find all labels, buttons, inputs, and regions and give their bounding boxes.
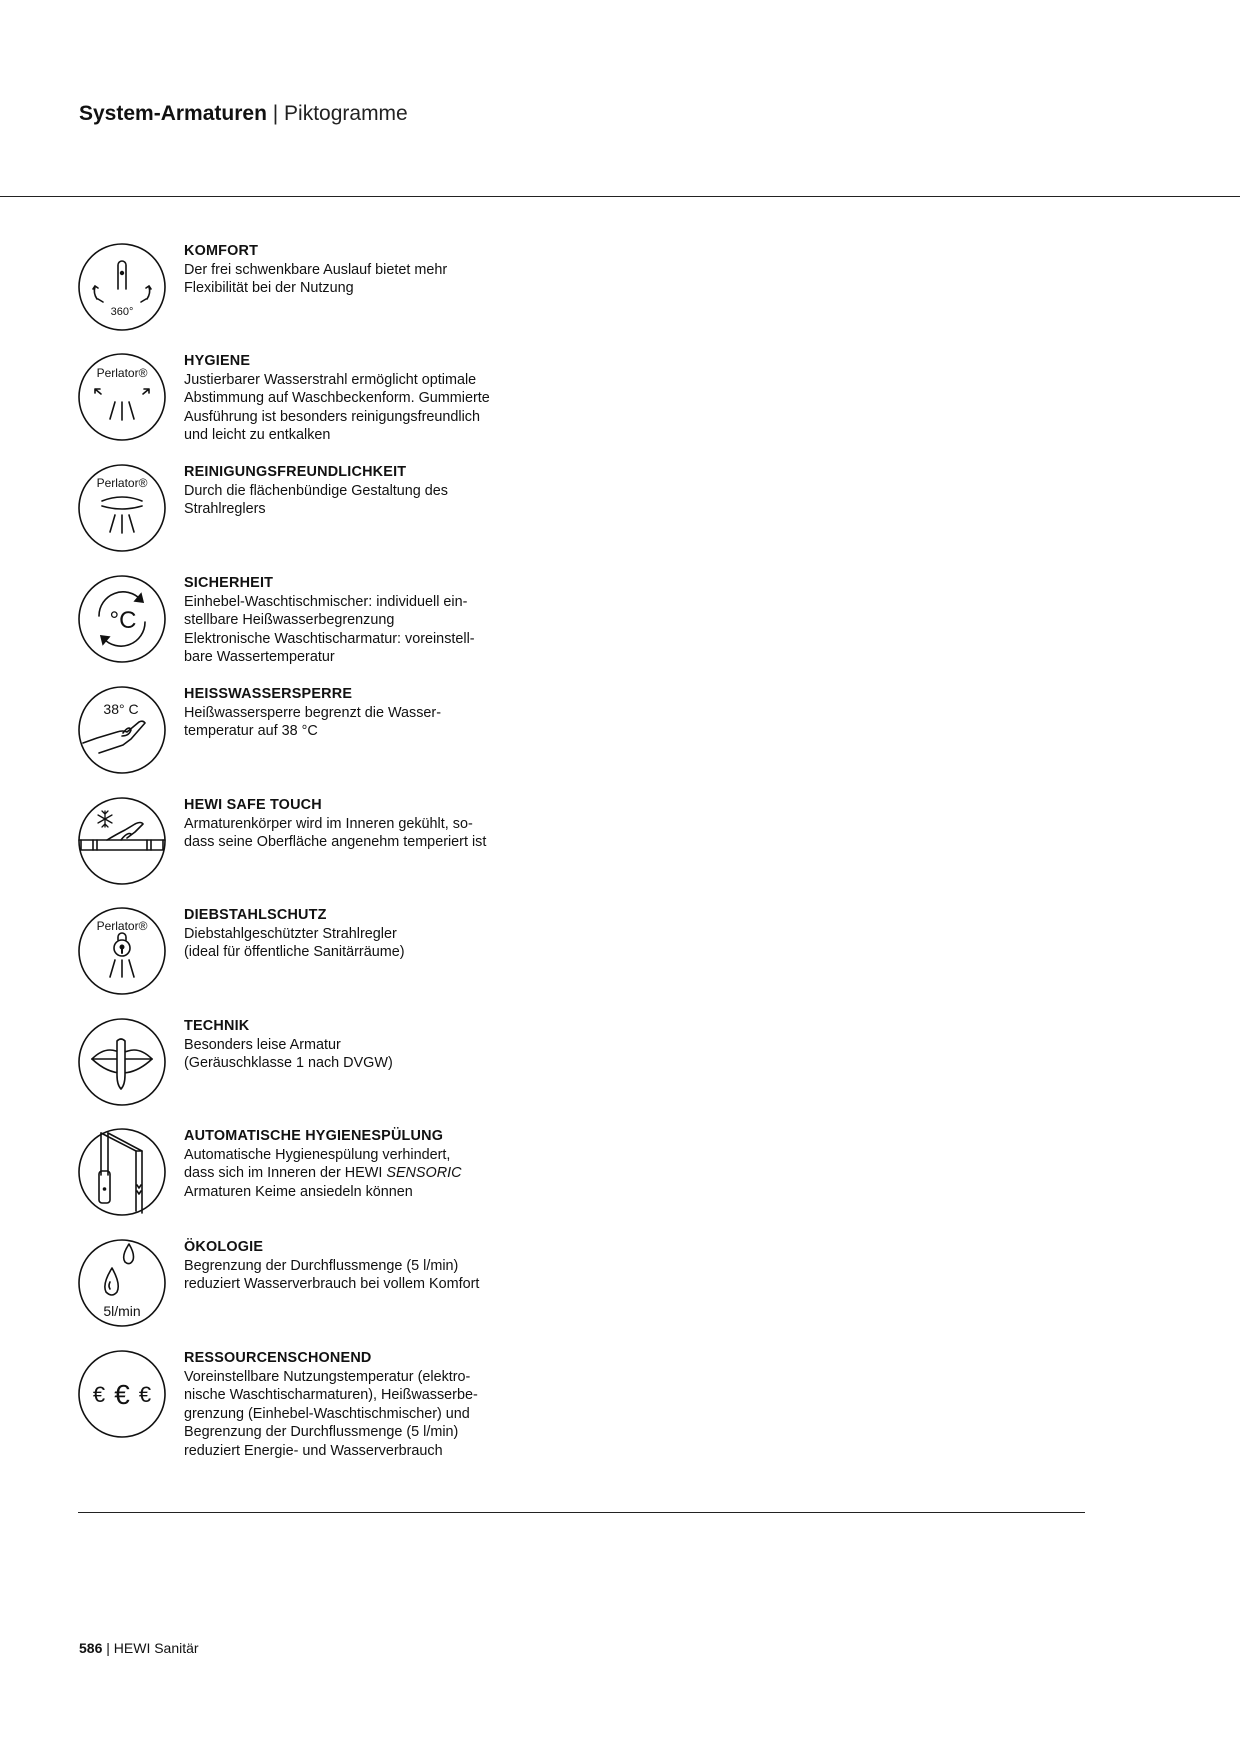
item-description: Der frei schwenkbare Auslauf bietet mehr Flexibilität bei der Nutzung	[184, 261, 448, 297]
item-description: Heißwassersperre begrenzt die Wasser- temperatur auf 38 °C	[184, 704, 441, 740]
item-description: Justierbarer Wasserstrahl ermöglicht optimale Abstimmung auf Waschbeckenform. Gummierte Ausführung ist besonders reinigungsfreundlich und leicht zu entkalken	[184, 371, 490, 444]
swivel-spout-360-icon	[77, 242, 167, 332]
hot-water-stop-hand-icon	[77, 685, 167, 775]
footer-label: HEWI Sanitär	[113, 1640, 199, 1656]
perlator-adjustable-jet-icon	[77, 352, 167, 442]
pictogram-item-sicherheit	[77, 574, 597, 666]
pictogram-item-komfort	[77, 242, 597, 334]
pictogram-item-hygiene	[77, 352, 597, 444]
page-title: System-Armaturen | Piktogramme	[79, 102, 408, 125]
item-heading: AUTOMATISCHE HYGIENESPÜLUNG	[184, 1128, 444, 1144]
euro-savings-icon	[77, 1349, 167, 1439]
item-description: Armaturenkörper wird im Inneren gekühlt, so- dass seine Oberfläche angenehm temperiert ist	[184, 815, 487, 851]
item-heading: HYGIENE	[184, 353, 251, 369]
item-description: Diebstahlgeschützter Strahlregler (ideal für öffentliche Sanitärräume)	[184, 925, 405, 961]
silent-lips-finger-icon	[77, 1017, 167, 1107]
item-heading: KOMFORT	[184, 243, 259, 259]
svg-text:€: €	[114, 1379, 130, 1410]
icon-label: 5l/min	[103, 1303, 141, 1319]
pictogram-item-reinigungsfreundlichkeit	[77, 463, 597, 555]
pictogram-item-technik	[77, 1017, 597, 1109]
brand-sensoric: SENSORIC	[386, 1165, 462, 1182]
svg-text:€: €	[92, 1382, 106, 1407]
pictogram-item-ressourcenschonend	[77, 1349, 597, 1459]
temperature-limit-icon	[77, 574, 167, 664]
page-footer: 586 | HEWI Sanitär	[79, 1640, 199, 1656]
item-heading: ÖKOLOGIE	[184, 1239, 264, 1255]
pictogram-item-oekologie	[77, 1238, 597, 1330]
icon-label: Perlator®	[96, 366, 148, 380]
perlator-lock-icon	[77, 906, 167, 996]
item-heading: DIEBSTAHLSCHUTZ	[184, 907, 327, 923]
water-drops-flow-icon	[77, 1238, 167, 1328]
icon-label: 38° C	[103, 701, 139, 717]
page-number: 586	[79, 1640, 103, 1656]
item-description: Durch die flächenbündige Gestaltung des Strahlreglers	[184, 482, 449, 518]
item-heading: RESSOURCENSCHONEND	[184, 1350, 372, 1366]
item-heading: HEISSWASSERSPERRE	[184, 686, 353, 702]
pictogram-item-diebstahlschutz	[77, 906, 597, 998]
item-description: Voreinstellbare Nutzungstemperatur (elektro- nische Waschtischarmaturen), Heißwasserbe- grenzung (Einhebel-Waschtischmischer) und Begrenzung der Durchflussmenge (5 l/min) reduziert Energie- und Wasserverbrauch	[184, 1368, 478, 1459]
footer-divider	[78, 1512, 1085, 1513]
item-description: Begrenzung der Durchflussmenge (5 l/min) reduziert Wasserverbrauch bei vollem Komfort	[184, 1257, 480, 1293]
item-description: Automatische Hygienespülung verhindert, dass sich im Inneren der HEWI SENSORIC Armaturen Keime ansiedeln können	[184, 1146, 462, 1200]
perlator-flush-aerator-icon	[77, 463, 167, 553]
header-divider	[0, 196, 1240, 197]
pictogram-item-heisswassersperre	[77, 685, 597, 777]
icon-label: °C	[109, 607, 137, 634]
item-heading: REINIGUNGSFREUNDLICHKEIT	[184, 464, 407, 480]
pictogram-item-automatische-hygienespuelung	[77, 1127, 597, 1219]
item-heading: TECHNIK	[184, 1018, 250, 1034]
icon-label: Perlator®	[96, 919, 148, 933]
item-description: Einhebel-Waschtischmischer: individuell ein- stellbare Heißwasserbegrenzung Elektronische Waschtischarmatur: voreinstell- bare Wassertemperatur	[184, 593, 475, 666]
pictogram-item-hewi-safe-touch	[77, 796, 597, 888]
svg-text:€: €	[138, 1382, 152, 1407]
item-heading: HEWI SAFE TOUCH	[184, 797, 322, 813]
item-heading: SICHERHEIT	[184, 575, 274, 591]
icon-label: Perlator®	[96, 476, 148, 490]
safe-touch-cooled-icon	[77, 796, 167, 886]
item-description: Besonders leise Armatur (Geräuschklasse 1 nach DVGW)	[184, 1036, 393, 1072]
automatic-flush-faucet-icon	[77, 1127, 167, 1217]
icon-label: 360°	[110, 306, 134, 318]
